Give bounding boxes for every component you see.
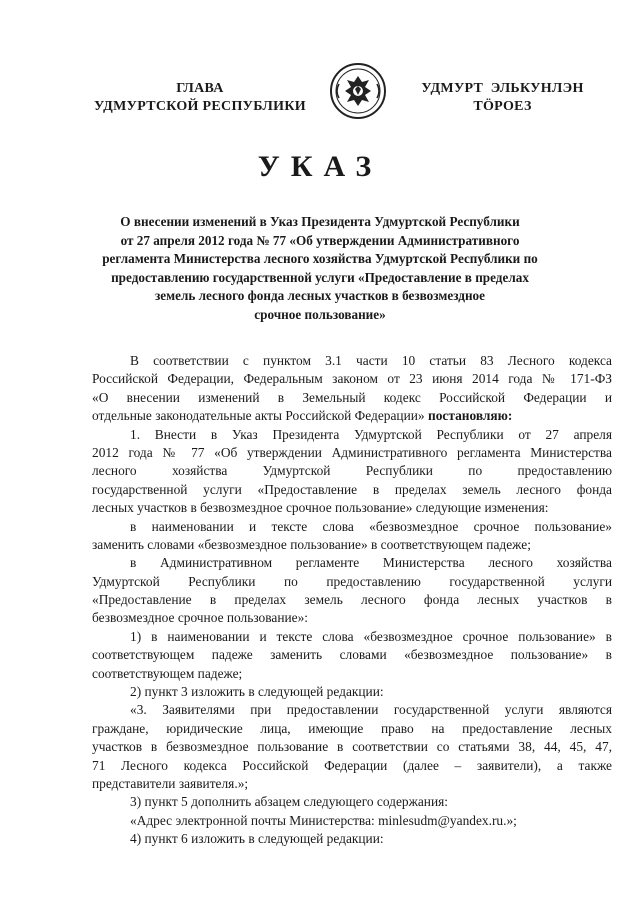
body-line: соответствующем падеже заменить словами «безвозмездное пользование» в (92, 647, 612, 663)
body-line: участков в безвозмездное пользование в соответствии со статьями 38, 44, 45, 47, (92, 739, 612, 755)
body-line: Российской Федерации, Федеральным законом от 23 июня 2014 года № 171-ФЗ (92, 371, 612, 387)
header-left (80, 80, 320, 116)
body-line: 4) пункт 6 изложить в следующей редакции: (130, 831, 384, 847)
document-title: УКАЗ (257, 150, 383, 183)
body-line: «Адрес электронной почты Министерства: minlesudm@yandex.ru.»; (130, 812, 517, 828)
header-left-line1: ГЛАВА (176, 81, 224, 96)
body-line: безвозмездное срочное пользование»: (92, 610, 309, 626)
header-right (420, 80, 585, 116)
header-right-line1: УДМУРТ ЭЛЬКУНЛЭН (421, 81, 584, 96)
document-subject (100, 213, 540, 325)
body-line: 2) пункт 3 изложить в следующей редакции: (130, 684, 384, 700)
body-line: 1) в наименовании и тексте слова «безвозмездное срочное пользование» в (130, 628, 612, 644)
subject-line: от 27 апреля 2012 года № 77 «Об утверждении Административного (120, 232, 520, 248)
body-line: «О внесении изменений в Земельный кодекс Российской Федерации и (92, 389, 612, 405)
body-line: лесных участков в безвозмездное срочное пользование» следующие изменения: (92, 500, 549, 516)
subject-line: срочное пользование» (254, 306, 386, 322)
body-text: отдельные законодательные акты Российской Федерации» (92, 408, 425, 424)
body-line: 3) пункт 5 дополнить абзацем следующего содержания: (130, 794, 449, 810)
body-line: Удмуртской Республики по предоставлению государственной услуги (92, 573, 612, 589)
body-line: 1. Внести в Указ Президента Удмуртской Республики от 27 апреля (130, 426, 612, 442)
body-line: «Предоставление в пределах земель лесного фонда лесных участков в (92, 592, 612, 608)
body-line: заменить словами «безвозмездное пользование» в соответствующем падеже; (92, 536, 531, 552)
body-line: в Административном регламенте Министерства лесного хозяйства (130, 555, 612, 571)
header-left-line2: УДМУРТСКОЙ РЕСПУБЛИКИ (94, 99, 306, 114)
subject-line: предоставлению государственной услуги «Предоставление в пределах (111, 269, 529, 285)
body-line: государственной услуги «Предоставление в пределах земель лесного фонда (92, 481, 612, 497)
coat-of-arms-icon (329, 62, 387, 120)
body-line: граждане, юридические лица, имеющие право на предоставление лесных (92, 720, 612, 736)
body-line: «3. Заявителями при предоставлении государственной услуги являются (130, 702, 612, 718)
document-body (92, 352, 612, 849)
body-line: лесного хозяйства Удмуртской Республики по предоставлению (92, 463, 612, 479)
header-right-line2: ТӦРОЕЗ (473, 99, 532, 114)
body-line: представители заявителя.»; (92, 775, 249, 791)
subject-line: регламента Министерства лесного хозяйства Удмуртской Республики по (102, 251, 538, 267)
body-line: в наименовании и тексте слова «безвозмездное срочное пользование» (130, 518, 612, 534)
body-line (92, 407, 612, 425)
body-bold-text: постановляю: (427, 408, 513, 424)
body-line: 71 Лесного кодекса Российской Федерации (далее – заявители), а также (92, 757, 612, 773)
subject-line: О внесении изменений в Указ Президента Удмуртской Республики (120, 214, 520, 229)
subject-line: земель лесного фонда лесных участков в безвозмездное (154, 288, 485, 304)
body-line: соответствующем падеже; (92, 665, 243, 681)
body-line: В соответствии с пунктом 3.1 части 10 статьи 83 Лесного кодекса (130, 353, 612, 368)
body-line: 2012 года № 77 «Об утверждении Административного регламента Министерства (92, 444, 612, 460)
